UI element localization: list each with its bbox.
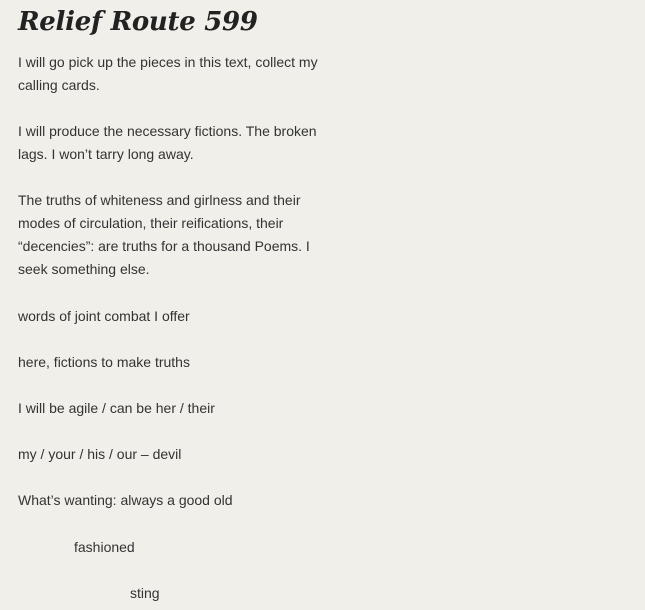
poem-body [18,51,338,605]
poem-stanza: my / your / his / our – devil [18,446,182,463]
poem-stanza: here, fictions to make truths [18,353,190,370]
poem-stanza: words of joint combat I offer [18,307,190,324]
poem-stanza: I will produce the necessary fictions. The broken lags. I won’t tarry long away. [18,123,317,163]
poem-stanza-indented: fashioned [74,538,135,555]
poem-stanza: I will go pick up the pieces in this text, collect my calling cards. [18,54,318,93]
poem-stanza: I will be agile / can be her / their [18,399,215,416]
poem-stanza: The truths of whiteness and girlness and their modes of circulation, their reifications, their “decencies”: are truths for a thousand Poems. I seek something else. [18,192,310,278]
poem-stanza-indented: sting [130,584,160,601]
poem-title: Relief Route 599 [18,7,258,37]
poem-stanza: What’s wanting: always a good old [18,492,233,509]
